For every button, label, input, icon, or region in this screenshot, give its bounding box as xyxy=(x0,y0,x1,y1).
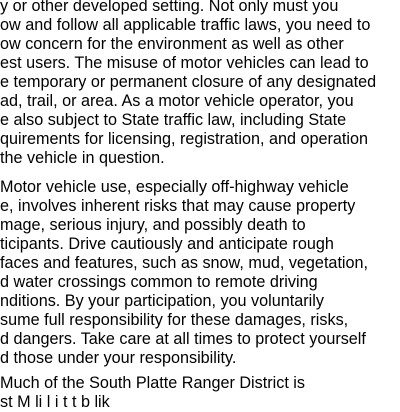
text-line: y or other developed setting. Not only must you xyxy=(0,0,339,15)
text-line: ticipants. Drive cautiously and anticipate rough xyxy=(0,235,334,253)
text-line: sume full responsibility for these damages, risks, xyxy=(0,311,349,329)
text-line: st M li l i t t b lik xyxy=(0,393,110,411)
text-line: faces and features, such as snow, mud, vegetation, xyxy=(0,254,369,272)
text-line: e also subject to State traffic law, including State xyxy=(0,111,347,129)
text-line: d dangers. Take care at all times to protect yourself xyxy=(0,330,366,348)
text-line: nditions. By your participation, you voluntarily xyxy=(0,292,324,310)
text-line: mage, serious injury, and possibly death to xyxy=(0,216,306,234)
text-line: est users. The misuse of motor vehicles can lead to xyxy=(0,54,369,72)
text-line: ow and follow all applicable traffic laws, you need to xyxy=(0,16,371,34)
text-line: d those under your responsibility. xyxy=(0,349,237,367)
text-line: Motor vehicle use, especially off-highway vehicle xyxy=(0,178,349,196)
text-line: Much of the South Platte Ranger District is xyxy=(0,374,306,392)
text-line: the vehicle in question. xyxy=(0,149,165,167)
text-line: d water crossings common to remote driving xyxy=(0,273,318,291)
text-line: e temporary or permanent closure of any designated xyxy=(0,73,377,91)
text-line: e, involves inherent risks that may cause property xyxy=(0,197,356,215)
text-line: quirements for licensing, registration, and operation xyxy=(0,130,369,148)
text-line: ow concern for the environment as well as other xyxy=(0,35,344,53)
text-line: ad, trail, or area. As a motor vehicle operator, you xyxy=(0,92,354,110)
